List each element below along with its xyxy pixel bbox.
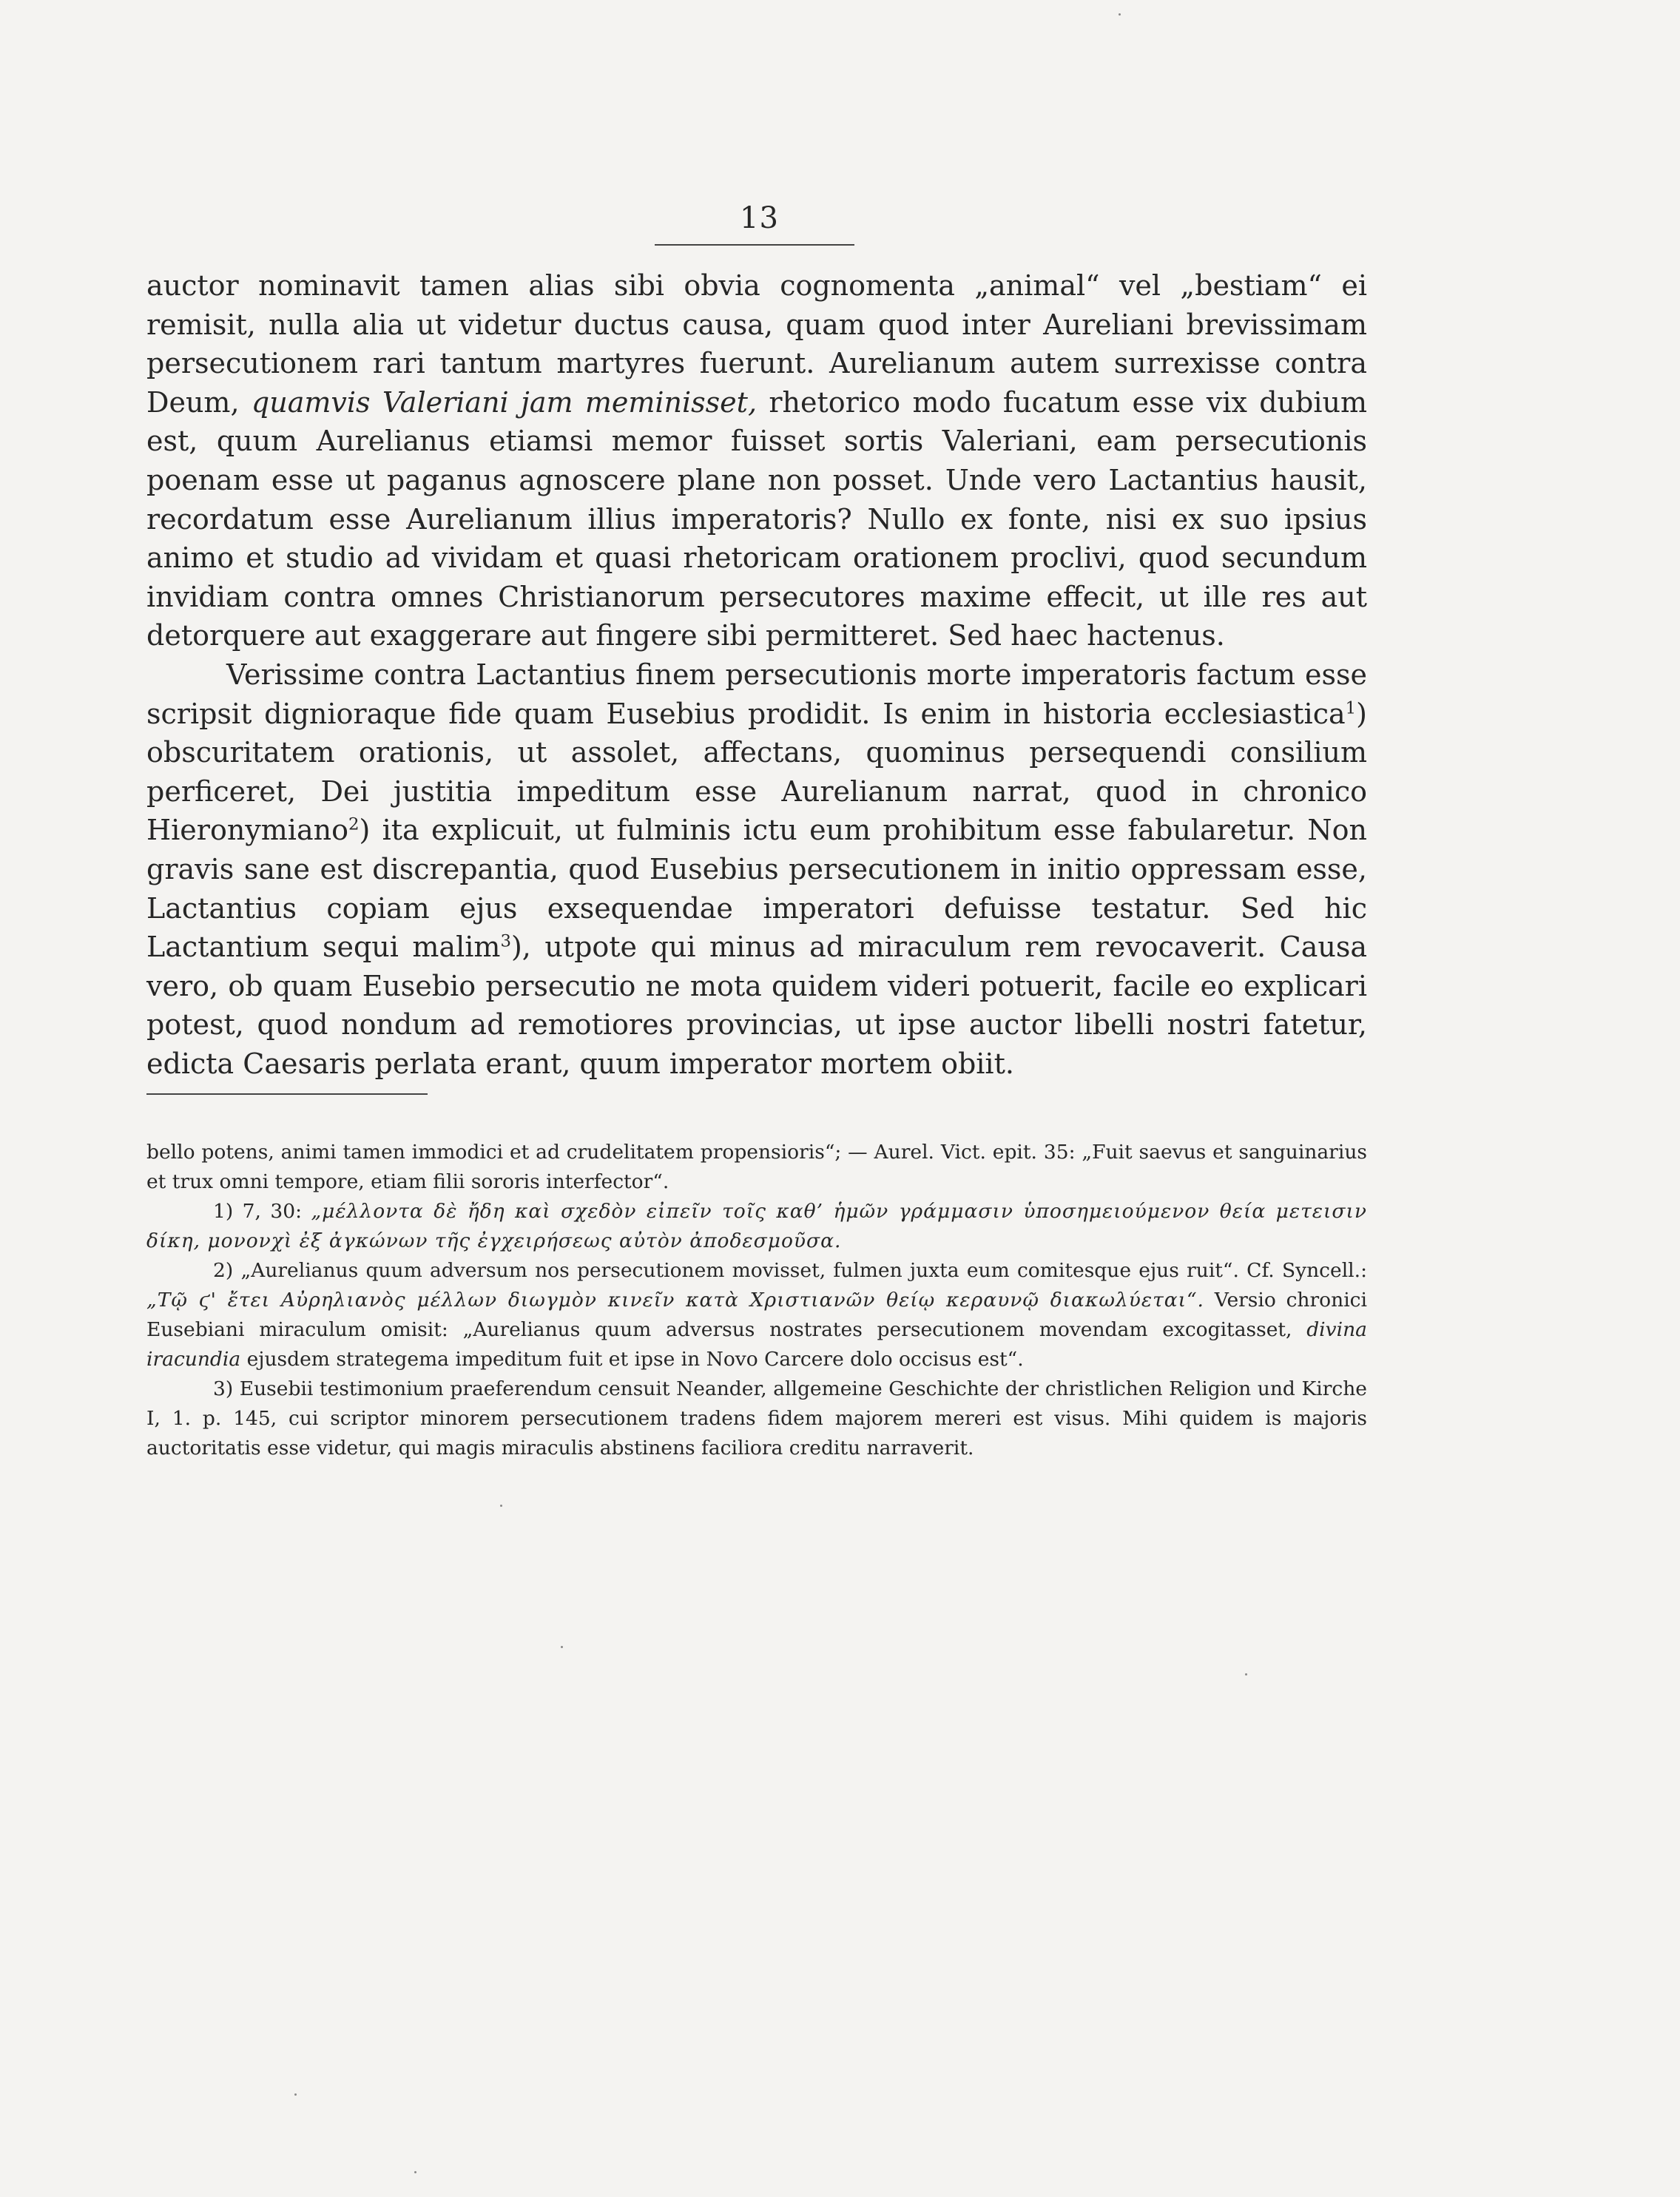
page-number: 13 [740,201,779,235]
footnote-2-greek: „Τῷ ϛ' ἔτει Αὐρηλιανὸς μέλλων διωγμὸν κινεῖν κατὰ Χριστιανῶν θείῳ κεραυνῷ διακωλύεται“. [146,1289,1204,1312]
speck [1245,1673,1247,1675]
paragraph-1-italic: quamvis Valeriani jam meminisset, [251,385,758,419]
footnote-2-text-c: ejusdem strategema impeditum fuit et ipse in Novo Carcere dolo occisus est“. [246,1348,1024,1371]
speck [414,2171,416,2173]
footnote-2-text-a: 2) „Aurelianus quum adversum nos persecutionem movisset, fulmen juxta eum comitesque ejus ruit“. Cf. Syncell.: [213,1259,1367,1282]
footnote-2-italic: divina iracundia [146,1318,1367,1371]
paragraph-2-text-b: ) obscuritatem orationis, ut assolet, affectans, quominus persequendi consilium perficeret, Dei justitia impeditum esse Aurelianum narrat, quod in chronico Hieronymiano [146,697,1367,847]
footnote-2 [146,1256,1367,1374]
footnote-1-label: 1) 7, 30: [213,1200,302,1223]
footnote-rule [146,1093,428,1095]
footnote-ref-1: 1 [1345,698,1357,718]
footnote-1-greek: „μέλλοντα δὲ ἤδη καὶ σχεδὸν εἰπεῖν τοῖς καθ’ ἡμῶν γράμμασιν ὑποσημειούμενον θεία μετεισιν δίκη, μονονχὶ ἐξ ἀγκώνων τῆς ἐγχειρήσεως αὐτὸν ἀποδεσμοῦσα. [146,1200,1367,1252]
paragraph-2-text-c: ) ita explicuit, ut fulminis ictu eum prohibitum esse fabularetur. Non gravis sane est discrepantia, quod Eusebius persecutionem in initio oppressam esse, Lactantius copiam ejus exsequendae imperatori defuisse testatur. Sed hic Lactantium sequi malim [146,814,1367,964]
speck [294,2093,297,2096]
paragraph-1-text-b: rhetorico modo fucatum esse vix dubium est, quum Aurelianus etiamsi memor fuisset sortis Valeriani, eam persecutionis poenam esse ut paganus agnoscere plane non posset. Unde vero Lactantius hausit, recordatum esse Aurelianum illius imperatoris? Nullo ex fonte, nisi ex suo ipsius animo et studio ad vividam et quasi rhetoricam orationem proclivi, quod secundum invidiam contra omnes Christianorum persecutores maxime effecit, ut ille res aut detorquere aut exaggerare aut fingere sibi permitteret. Sed haec hactenus. [146,385,1368,652]
footnote-ref-3: 3 [500,931,511,951]
speck [561,1646,563,1648]
speck [1119,13,1121,16]
page-number-rule [655,244,854,246]
paragraph-2 [146,655,1367,1084]
footnote-continued: bello potens, animi tamen immodici et ad crudelitatem propensioris“; — Aurel. Vict. epit. 35: „Fuit saevus et sanguinarius et trux omni tempore, etiam filii sororis interfector“. [146,1141,1367,1193]
main-text [146,266,1367,1083]
footnote-2-text-b: Versio chronici Eusebiani miraculum omisit: „Aurelianus quum adversus nostrates persecutionem movendam excogitasset, [146,1289,1367,1341]
footnote-1 [146,1197,1367,1256]
paragraph-1-text-a: auctor nominavit tamen alias sibi obvia cognomenta „animal“ vel „bestiam“ ei remisit, nulla alia ut videtur ductus causa, quam quod inter Aureliani brevissimam persecutionem rari tantum martyres fuerunt. Aurelianum autem surrexisse contra Deum, [146,269,1367,419]
footnote-3: 3) Eusebii testimonium praeferendum censuit Neander, allgemeine Geschichte der christlichen Religion und Kirche I, 1. p. 145, cui scriptor minorem persecutionem tradens fidem majorem mereri est visus. Mihi quidem is majoris auctoritatis esse videtur, qui magis miraculis abstinens faciliora creditu narraverit. [146,1377,1367,1459]
footnotes [146,1138,1367,1463]
paragraph-2-text-d: ), utpote qui minus ad miraculum rem revocaverit. Causa vero, ob quam Eusebio persecutio ne mota quidem videri potuerit, facile eo explicari potest, quod nondum ad remotiores provincias, ut ipse auctor libelli nostri fatetur, edicta Caesaris perlata erant, quum imperator mortem obiit. [146,931,1367,1080]
footnote-ref-2: 2 [348,814,360,834]
paragraph-1 [146,266,1367,655]
speck [500,1505,502,1507]
paragraph-2-text-a: Verissime contra Lactantius finem persecutionis morte imperatoris factum esse scripsit dignioraque fide quam Eusebius prodidit. Is enim in historia ecclesiastica [146,658,1367,730]
